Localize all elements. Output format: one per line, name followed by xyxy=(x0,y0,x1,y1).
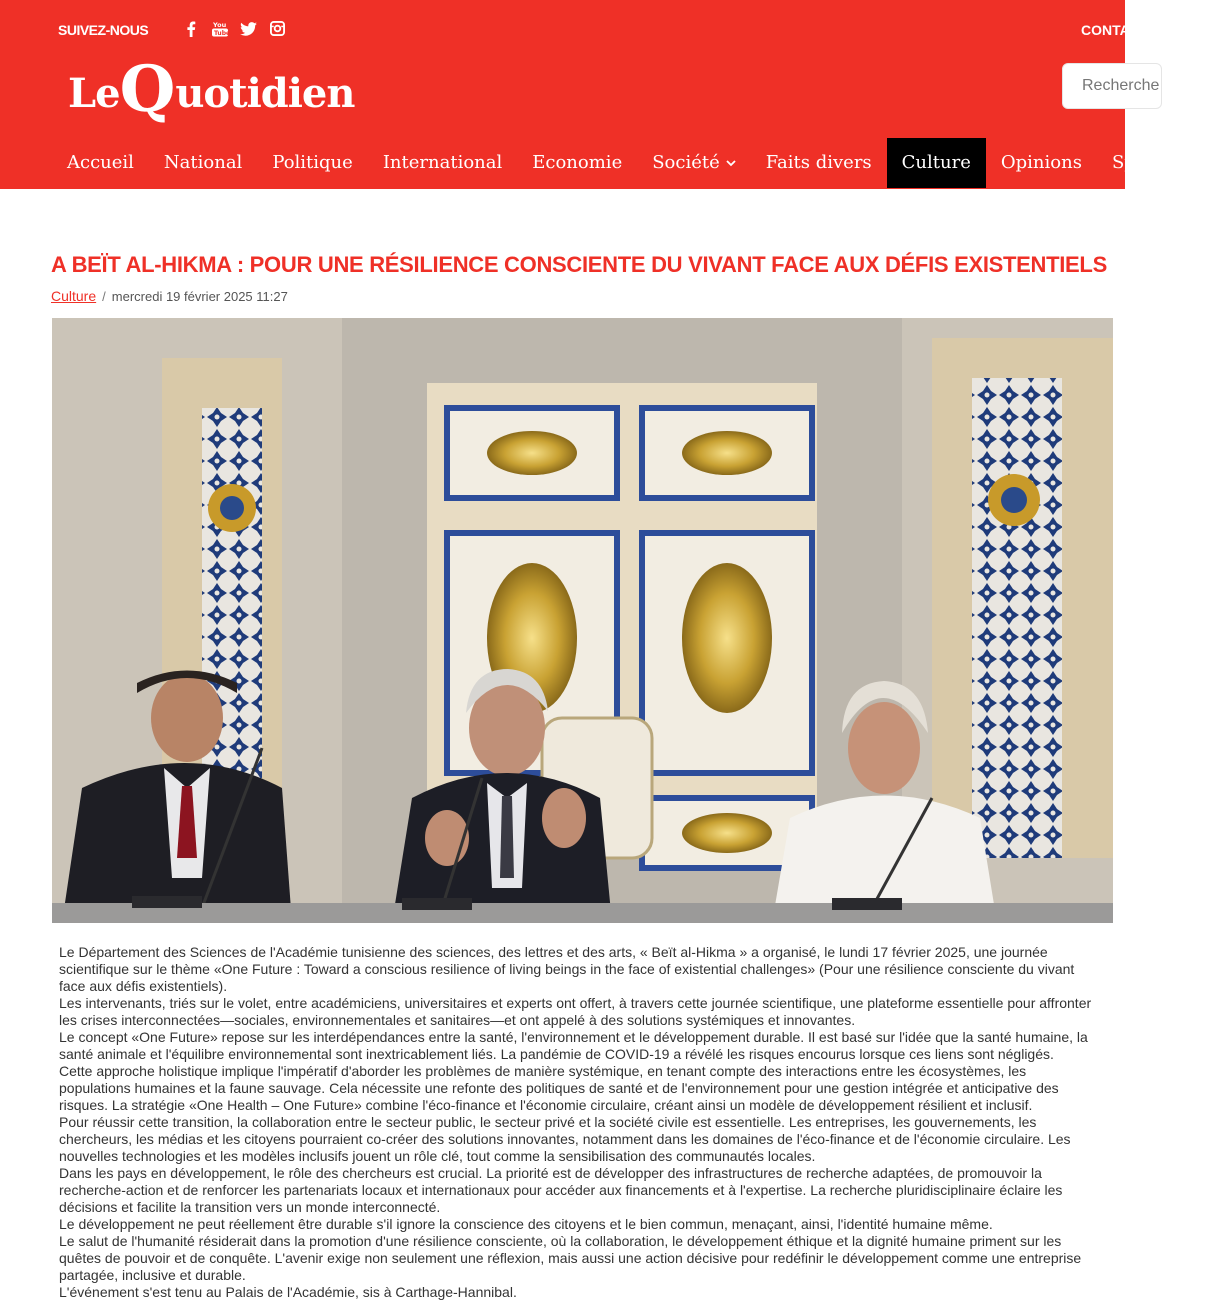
nav-item-national[interactable] xyxy=(149,138,257,188)
article-meta xyxy=(51,288,288,304)
nav-item-economie[interactable] xyxy=(517,138,637,188)
youtube-icon[interactable] xyxy=(211,20,228,37)
nav-label: Culture xyxy=(901,152,971,173)
site-header xyxy=(0,0,1209,189)
article-date: mercredi 19 février 2025 11:27 xyxy=(111,289,288,304)
nav-item-societe[interactable] xyxy=(637,138,751,188)
logo-q: Q xyxy=(119,52,176,127)
main-nav xyxy=(52,138,1223,188)
nav-item-politique[interactable] xyxy=(257,138,368,188)
article-body xyxy=(59,944,1099,1301)
article-paragraph: Les intervenants, triés sur le volet, entre académiciens, universitaires et experts ont offert, à travers cette journée scientifique, une plateforme essentielle pour affronter les crises interconnectées—sociales, environnementales et sanitaires—et ont appelé à des solutions systémiques et innovantes. xyxy=(59,995,1092,1028)
article-category-link[interactable]: Culture xyxy=(51,288,97,304)
meta-separator: / xyxy=(102,289,106,304)
facebook-icon[interactable] xyxy=(182,20,199,37)
logo-le: Le xyxy=(68,70,120,117)
article-photo xyxy=(52,318,1113,923)
svg-text:You: You xyxy=(212,21,226,29)
article-paragraph: Le concept «One Future» repose sur les interdépendances entre la santé, l'environnement et le développement durable. Il est basé sur l'idée que la santé humaine, la santé animale et l'équilibre environnemental sont inextricablement liés. La pandémie de COVID-19 a révélé les risques encourus lorsque ces liens sont négligés. xyxy=(59,1029,1088,1062)
nav-label: N xyxy=(1192,152,1209,173)
nav-label: Politique xyxy=(272,152,353,173)
article-paragraph: Le développement ne peut réellement être durable s'il ignore la conscience des citoyens et le bien commun, menaçant, ainsi, l'identité humaine même. xyxy=(59,1216,993,1232)
contact-link[interactable]: CONTA xyxy=(1081,22,1130,38)
nav-label: Economie xyxy=(532,152,623,173)
chevron-down-icon xyxy=(726,158,736,168)
article-paragraph: Pour réussir cette transition, la collaboration entre le secteur public, le secteur privé et la société civile est essentielle. Les entreprises, les gouvernements, les chercheurs, les médias et les citoyens pourraient co-créer des solutions innovantes, notamment dans les domaines de l'éco-finance et de l'économie circulaire. Les nouvelles technologies et les modèles inclusifs jouent un rôle clé, tout comme la sensibilisation des communautés locales. xyxy=(59,1114,1071,1164)
nav-item-opinions[interactable] xyxy=(986,138,1097,188)
logo-rest: uotidien xyxy=(175,70,355,117)
nav-label: Opinions xyxy=(1000,152,1082,173)
search-input[interactable] xyxy=(1082,64,1162,108)
article-paragraph: Le salut de l'humanité résiderait dans la promotion d'une résilience consciente, où la collaboration, le développement éthique et la dignité humaine priment sur les quêtes de pouvoir et de conquête. L'avenir exige non seulement une réflexion, mais aussi une action décisive pour redéfinir le développement comme une entreprise partagée, inclusive et durable. xyxy=(59,1233,1082,1283)
article-paragraph: Cette approche holistique implique l'impératif d'aborder les problèmes de manière systémique, en tenant compte des interactions entre les écosystèmes, les populations humaines et la faune sauvage. Cela nécessite une refonte des politiques de santé et de l'environnement pour une gestion intégrée et anticipative des risques. La stratégie «One Health – One Future» combine l'éco-finance et l'économie circulaire, créant ainsi un modèle de développement résilient et inclusif. xyxy=(59,1063,1059,1113)
twitter-icon[interactable] xyxy=(240,20,257,37)
nav-item-faits-divers[interactable] xyxy=(751,138,887,188)
nav-item-overflow[interactable] xyxy=(1177,138,1223,188)
instagram-icon[interactable] xyxy=(269,20,286,37)
nav-label: Société xyxy=(652,152,720,173)
article-paragraph: L'événement s'est tenu au Palais de l'Académie, sis à Carthage-Hannibal. xyxy=(59,1284,517,1300)
article-title: A BEÏT AL-HIKMA : POUR UNE RÉSILIENCE CONSCIENTE DU VIVANT FACE AUX DÉFIS EXISTENTIELS xyxy=(51,252,1107,277)
search-box xyxy=(1062,63,1162,109)
svg-text:Tube: Tube xyxy=(213,30,230,37)
article-paragraph: Le Département des Sciences de l'Académie tunisienne des sciences, des lettres et des arts, « Beït al-Hikma » a organisé, le lundi 17 février 2025, une journée scientifique sur le thème «One Future : Toward a conscious resilience of living beings in the face of existential challenges» (Pour une résilience consciente du vivant face aux défis existentiels). xyxy=(59,944,1075,994)
nav-label: National xyxy=(163,152,243,173)
site-logo[interactable] xyxy=(68,52,355,127)
social-links xyxy=(182,20,286,37)
nav-label: Sport xyxy=(1111,152,1163,173)
article-paragraph: Dans les pays en développement, le rôle des chercheurs est crucial. La priorité est de développer des infrastructures de recherche adaptées, de promouvoir la recherche-action et de renforcer les partenariats locaux et internationaux pour accéder aux financements et à l'expertise. La recherche pluridisciplinaire éclaire les décisions et facilite la transition vers un monde interconnecté. xyxy=(59,1165,1063,1215)
nav-label: Faits divers xyxy=(765,152,872,173)
nav-item-accueil[interactable] xyxy=(52,138,149,188)
nav-label: International xyxy=(382,152,503,173)
nav-item-culture[interactable] xyxy=(887,138,986,188)
nav-label: Accueil xyxy=(67,152,134,173)
follow-us-label: SUIVEZ-NOUS xyxy=(58,22,149,38)
nav-item-sport[interactable] xyxy=(1097,138,1178,188)
nav-item-international[interactable] xyxy=(368,138,517,188)
